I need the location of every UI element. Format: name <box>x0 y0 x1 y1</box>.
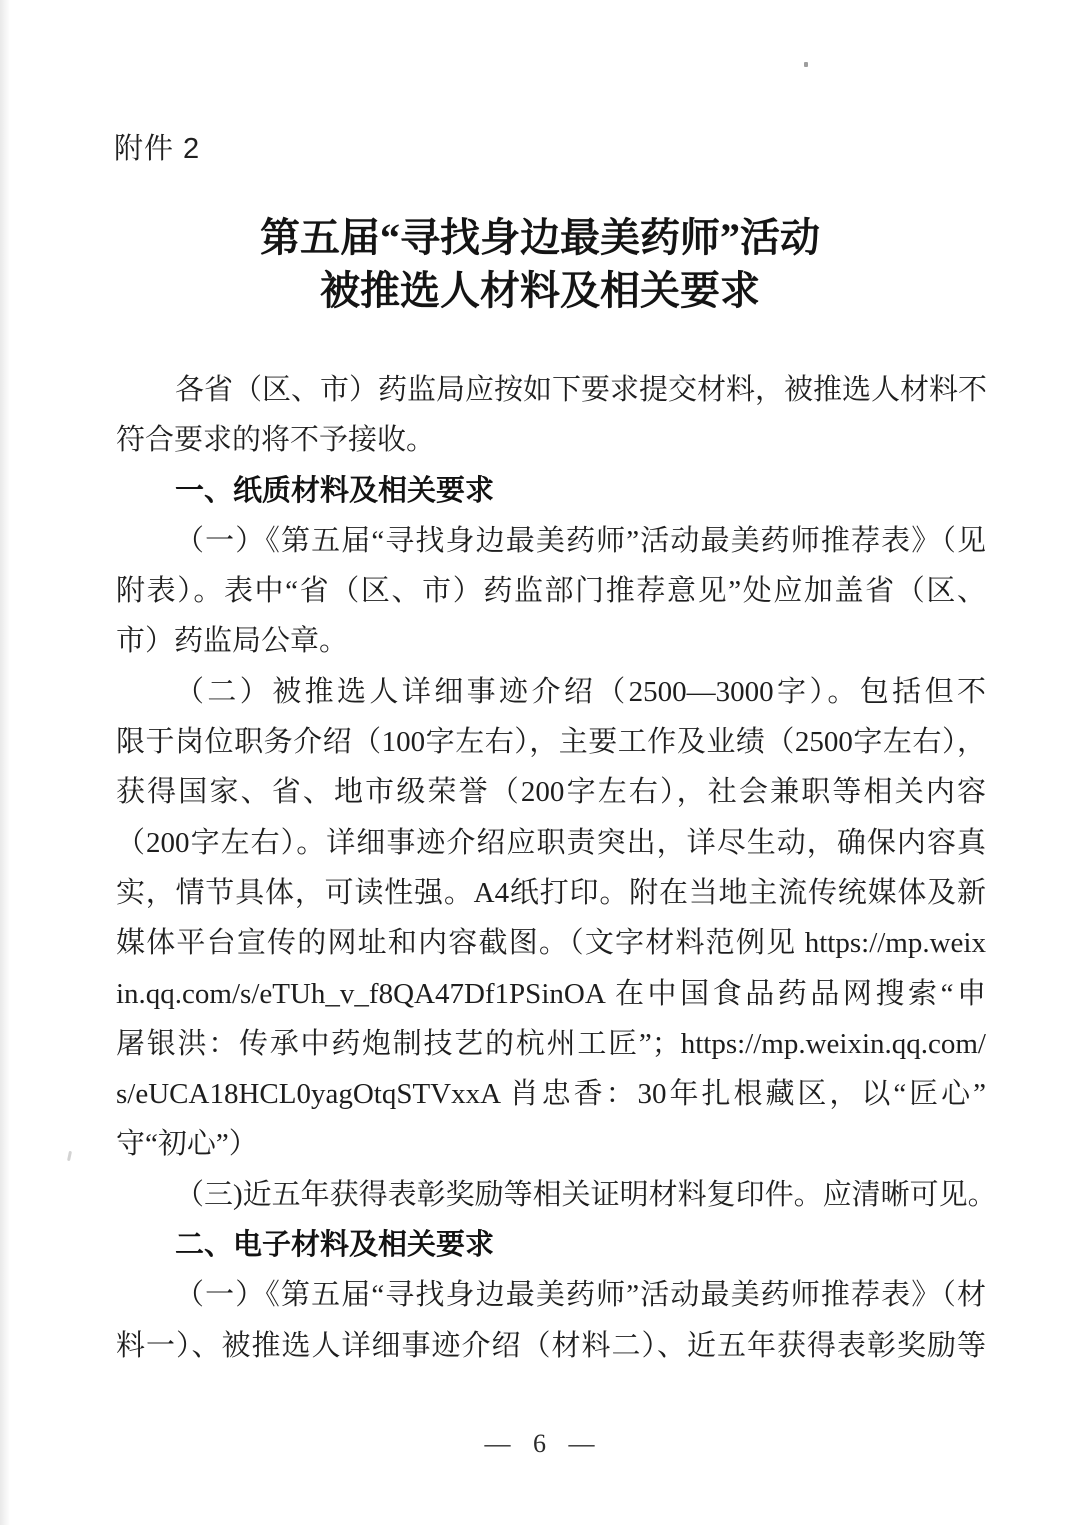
scan-artifact-dot <box>804 62 808 67</box>
scan-artifact-mark <box>67 1151 72 1161</box>
body-line: in.qq.com/s/eTUh_v_f8QA47Df1PSinOA 在中国食品药品网搜索“申 <box>116 977 986 1010</box>
body-line: 守“初心”） <box>116 1128 258 1161</box>
section-heading-electronic-materials: 二、电子材料及相关要求 <box>175 1229 495 1262</box>
document-title-line-2: 被推选人材料及相关要求 <box>320 268 760 313</box>
body-line: （一）《第五届“寻找身边最美药师”活动最美药师推荐表》（材 <box>175 1279 986 1312</box>
body-line: 料一）、被推选人详细事迹介绍（材料二）、近五年获得表彰奖励等 <box>116 1329 986 1362</box>
body-line: 媒体平台宣传的网址和内容截图。（文字材料范例见 https://mp.weix <box>116 927 986 960</box>
attachment-label: 附件 2 <box>114 133 201 165</box>
body-line: （200字左右）。详细事迹介绍应职责突出，详尽生动，确保内容真 <box>116 826 986 859</box>
body-line: 市）药监局公章。 <box>116 625 349 658</box>
body-line: （三)近五年获得表彰奖励等相关证明材料复印件。应清晰可见。 <box>175 1178 997 1211</box>
body-line: 获得国家、省、地市级荣誉（200字左右），社会兼职等相关内容 <box>116 776 986 809</box>
document-title-line-1: 第五届“寻找身边最美药师”活动 <box>260 215 820 260</box>
body-line: 符合要求的将不予接收。 <box>116 424 436 457</box>
body-line: 附表）。表中“省（区、市）药监部门推荐意见”处应加盖省（区、 <box>116 575 986 608</box>
body-line: 限于岗位职务介绍（100字左右），主要工作及业绩（2500字左右）， <box>116 726 986 759</box>
body-line: s/eUCA18HCL0yagOtqSTVxxA 肖忠香：30年扎根藏区，以“匠心” <box>116 1078 986 1111</box>
body-line: （二）被推选人详细事迹介绍（2500—3000字）。包括但不 <box>175 675 986 708</box>
body-line: 各省（区、市）药监局应按如下要求提交材料，被推选人材料不 <box>175 374 988 406</box>
body-line: （一）《第五届“寻找身边最美药师”活动最美药师推荐表》（见 <box>175 524 986 557</box>
page-number: — 6 — <box>484 1429 596 1458</box>
section-heading-paper-materials: 一、纸质材料及相关要求 <box>175 474 495 507</box>
document-title <box>0 211 1080 317</box>
document-body <box>116 365 997 1371</box>
body-line: 屠银洪：传承中药炮制技艺的杭州工匠”；https://mp.weixin.qq.com/ <box>116 1027 986 1060</box>
body-line: 实，情节具体，可读性强。A4纸打印。附在当地主流传统媒体及新 <box>116 876 986 909</box>
